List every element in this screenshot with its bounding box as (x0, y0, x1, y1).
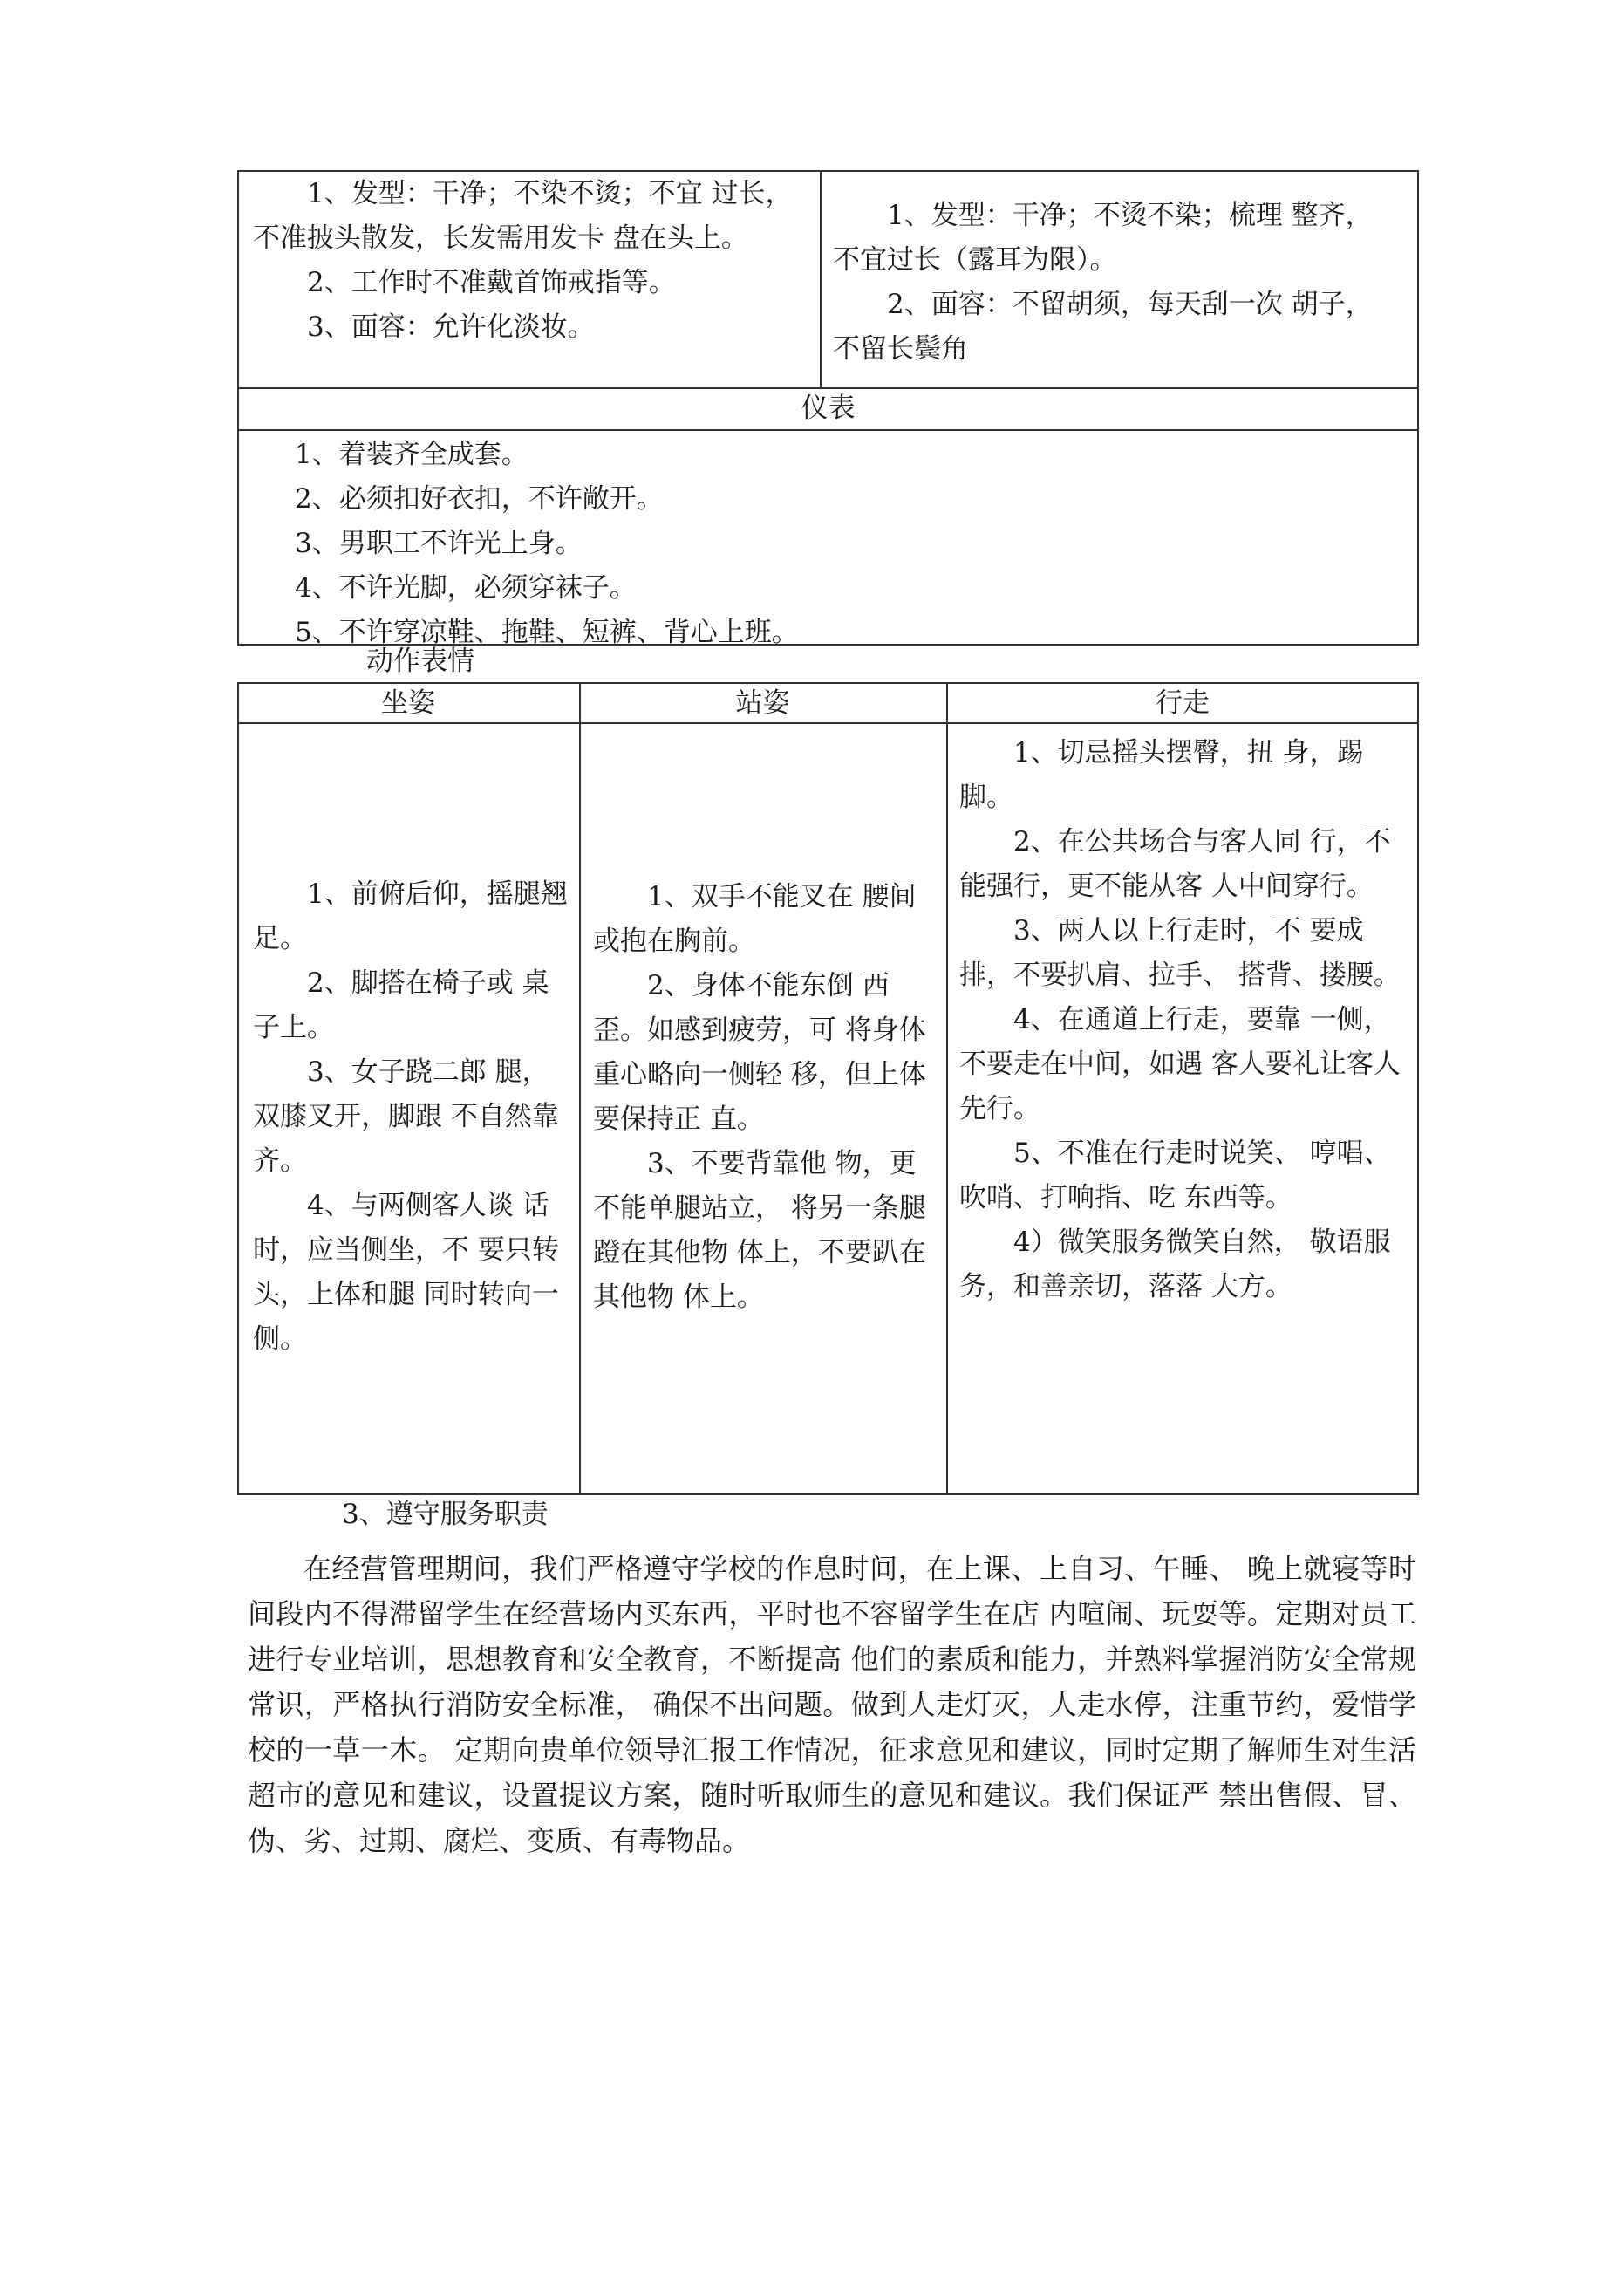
motion-table-caption: 动作表情 (366, 646, 474, 677)
male-rule-1: 1、发型：干净；不烫不染；梳理 整齐，不宜过长（露耳为限）。 (833, 200, 1373, 276)
walking-cell (959, 731, 1408, 1492)
section-3-title: 3、遵守服务职责 (342, 1499, 549, 1530)
appearance-title-line (237, 429, 1419, 431)
male-grooming-cell (833, 194, 1391, 386)
header-standing: 站姿 (735, 687, 790, 719)
walking-rule-4: 4、在通道上行走，要靠 一侧，不要走在中间，如遇 客人要礼让客人先行。 (959, 1004, 1401, 1124)
service-duty-paragraph (248, 1546, 1416, 1863)
male-rule-2: 2、面容：不留胡须，每天刮一次 胡子，不留长鬓角 (833, 289, 1373, 365)
female-rule-2: 2、工作时不准戴首饰戒指等。 (307, 267, 676, 298)
female-rule-3: 3、面容：允许化淡妆。 (307, 311, 595, 343)
sitting-rule-4: 4、与两侧客人谈 话时，应当侧坐，不 要只转头，上体和腿 同时转向一侧。 (253, 1190, 559, 1355)
standing-rule-2: 2、身体不能东倒 西歪。如感到疲劳，可 将身体重心略向一侧轻 移，但上体要保持正 直。 (593, 970, 926, 1135)
walking-rule-6: 4）微笑服务微笑自然， 敬语服务，和善亲切，落落 大方。 (959, 1227, 1391, 1302)
standing-cell (593, 875, 940, 1363)
walking-rule-1: 1、切忌摇头摆臀，扭 身，踢脚。 (959, 737, 1364, 813)
female-rule-1: 1、发型：干净；不染不烫；不宜 过长，不准披头散发，长发需用发卡 盘在头上。 (253, 178, 793, 254)
standing-rule-3: 3、不要背靠他 物，更不能单腿站立， 将另一条腿蹬在其他物 体上，不要趴在其他物 体上。 (593, 1148, 926, 1313)
female-grooming-cell (253, 172, 811, 386)
appearance-rule-3: 3、男职工不许光上身。 (295, 528, 583, 559)
sitting-rule-3: 3、女子跷二郎 腿，双膝叉开，脚跟 不自然靠齐。 (253, 1056, 559, 1177)
standing-rule-1: 1、双手不能叉在 腰间或抱在胸前。 (593, 881, 917, 957)
service-duty-text: 在经营管理期间，我们严格遵守学校的作息时间，在上课、上自习、午睡、 晚上就寝等时间段内不得滞留学生在经营场内买东西，平时也不容留学生在店 内喧闹、玩耍等。定期对员工进行专业培训，思想教育和安全教育，不断提高 他们的素质和能力，并熟料掌握消防安全常规常识，严格执行消防安全标准， 确保不出问题。做到人走灯灭，人走水停，注重节约，爱惜学校的一草一木。 定期向贵单位领导汇报工作情况，征求意见和建议，同时定期了解师生对生活 超市的意见和建议，设置提议方案，随时听取师生的意见和建议。我们保证严 禁出售假、冒、伪、劣、过期、腐烂、变质、有毒物品。 (248, 1552, 1416, 1857)
appearance-section-title: 仪表 (801, 393, 856, 424)
walking-rule-5: 5、不准在行走时说笑、 哼唱、吹哨、打响指、吃 东西等。 (959, 1138, 1391, 1213)
appearance-rule-2: 2、必须扣好衣扣，不许敞开。 (295, 483, 664, 515)
grooming-row-line (237, 387, 1419, 389)
grooming-divider (820, 170, 822, 388)
header-walking: 行走 (1156, 687, 1210, 719)
motion-divider-2 (946, 682, 948, 1495)
motion-header-line (237, 722, 1419, 724)
appearance-rule-5: 5、不许穿凉鞋、拖鞋、短裤、背心上班。 (295, 617, 799, 645)
appearance-rule-4: 4、不许光脚，必须穿袜子。 (295, 572, 637, 604)
motion-divider-1 (579, 682, 581, 1495)
walking-rule-3: 3、两人以上行走时，不 要成排，不要扒肩、拉手、 搭背、搂腰。 (959, 915, 1401, 991)
appearance-rule-1: 1、着装齐全成套。 (295, 439, 528, 470)
walking-rule-2: 2、在公共场合与客人同 行，不能强行，更不能从客 人中间穿行。 (959, 826, 1391, 902)
sitting-rule-2: 2、脚搭在椅子或 桌子上。 (253, 967, 549, 1043)
sitting-cell (253, 872, 576, 1361)
sitting-rule-1: 1、前俯后仰，摇腿翘足。 (253, 878, 568, 954)
appearance-cell (253, 433, 1404, 645)
header-sitting: 坐姿 (381, 687, 435, 719)
